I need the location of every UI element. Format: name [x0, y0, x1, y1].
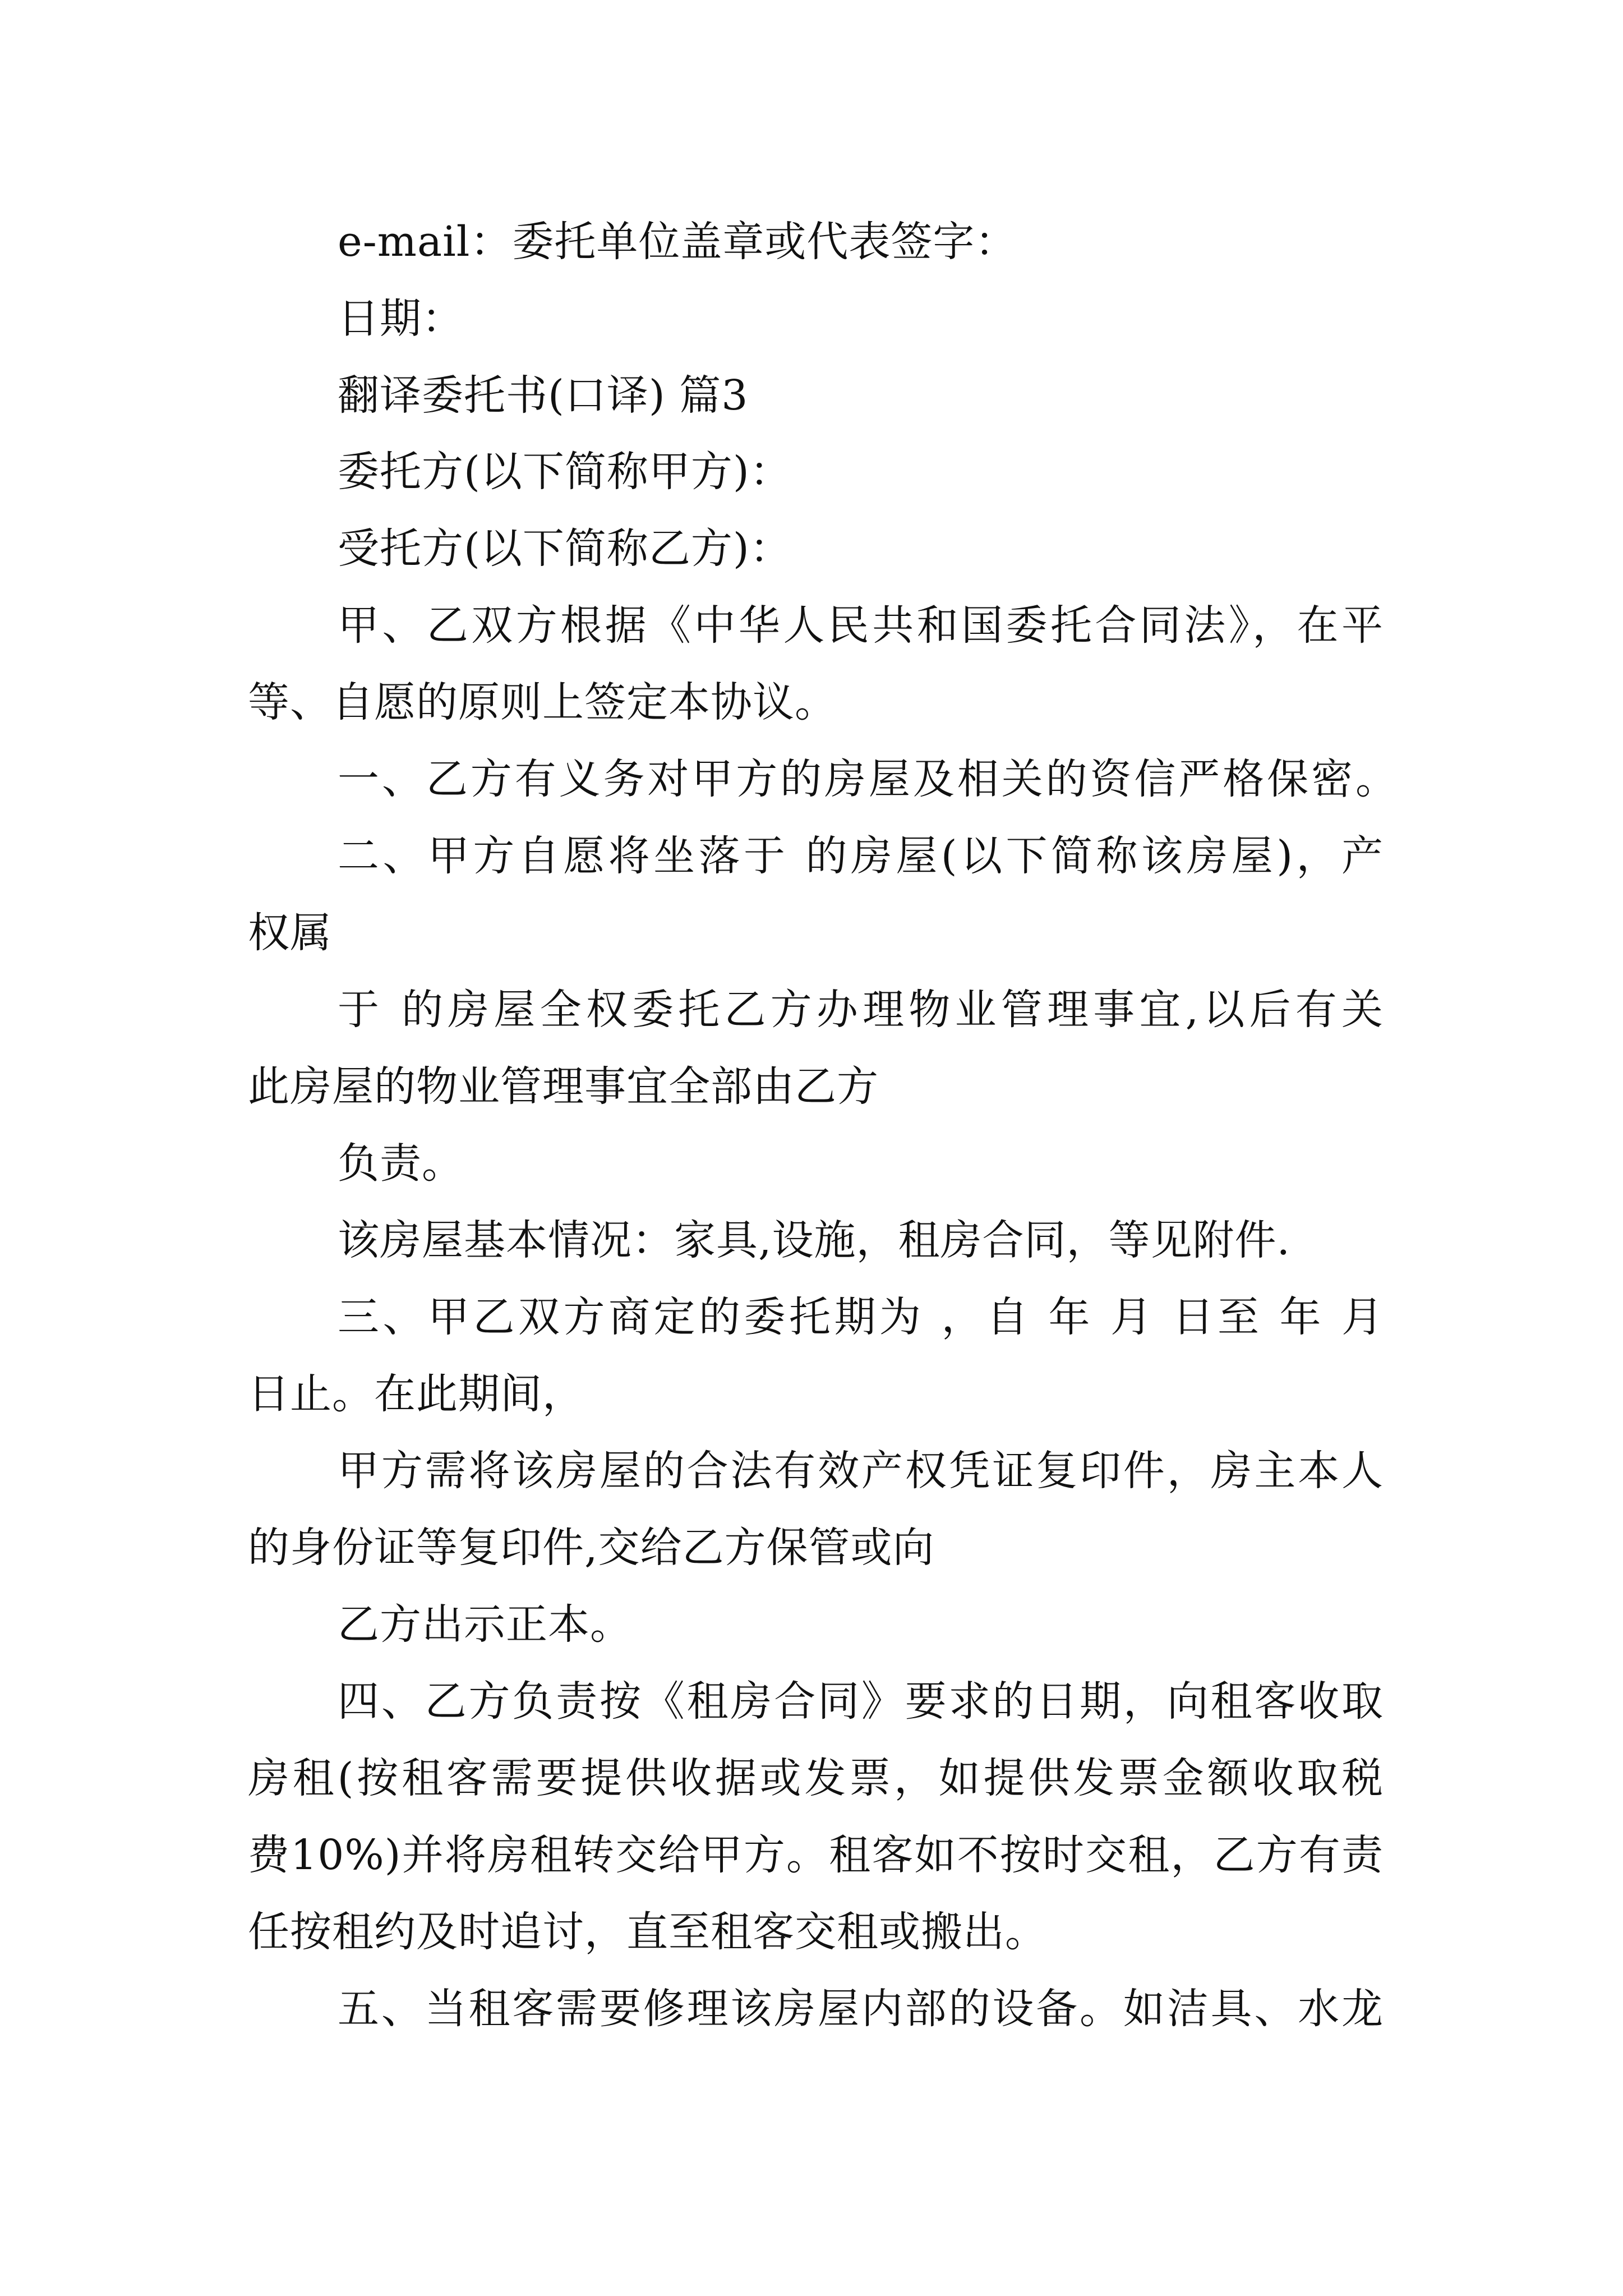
paragraph-line: 此房屋的物业管理事宜全部由乙方	[248, 1062, 879, 1111]
property-info-line: 该房屋基本情况：家具,设施，租房合同，等见附件.	[338, 1216, 1291, 1264]
paragraph-line: 于 的房屋全权委托乙方办理物业管理事宜,以后有关	[338, 986, 1384, 1034]
section-heading: 翻译委托书(口译) 篇3	[338, 371, 749, 420]
paragraph-line: 甲、乙双方根据《中华人民共和国委托合同法》，在平	[338, 601, 1384, 650]
paragraph-line: 负责。	[338, 1139, 464, 1188]
principal-line: 委托方(以下简称甲方)：	[338, 448, 792, 496]
clause-4-line: 四、乙方负责按《租房合同》要求的日期，向租客收取	[338, 1677, 1384, 1726]
paragraph-line: 等、自愿的原则上签定本协议。	[248, 678, 837, 726]
date-line: 日期：	[338, 295, 464, 343]
paragraph-line: 日止。在此期间，	[248, 1370, 584, 1418]
email-signature-line: e-mail：委托单位盖章或代表签字：	[338, 218, 1017, 266]
clause-2-line: 二、甲方自愿将坐落于 的房屋(以下简称该房屋)，产	[338, 832, 1384, 880]
agent-line: 受托方(以下简称乙方)：	[338, 524, 792, 573]
paragraph-line: 权属	[248, 909, 332, 957]
paragraph-line: 乙方出示正本。	[338, 1600, 632, 1649]
clause-5-line: 五、当租客需要修理该房屋内部的设备。如洁具、水龙	[338, 1985, 1384, 2033]
paragraph-line: 甲方需将该房屋的合法有效产权凭证复印件，房主本人	[338, 1447, 1384, 1495]
paragraph-line: 费10%)并将房租转交给甲方。租客如不按时交租，乙方有责	[248, 1831, 1384, 1879]
paragraph-line: 的身份证等复印件,交给乙方保管或向	[248, 1524, 935, 1572]
paragraph-line: 房租(按租客需要提供收据或发票，如提供发票金额收取税	[248, 1754, 1384, 1802]
paragraph-line: 任按租约及时追讨，直至租客交租或搬出。	[248, 1908, 1047, 1956]
clause-1-line: 一、乙方有义务对甲方的房屋及相关的资信严格保密。	[338, 755, 1398, 803]
clause-3-line: 三、甲乙双方商定的委托期为 ，自 年 月 日至 年 月	[338, 1293, 1384, 1341]
